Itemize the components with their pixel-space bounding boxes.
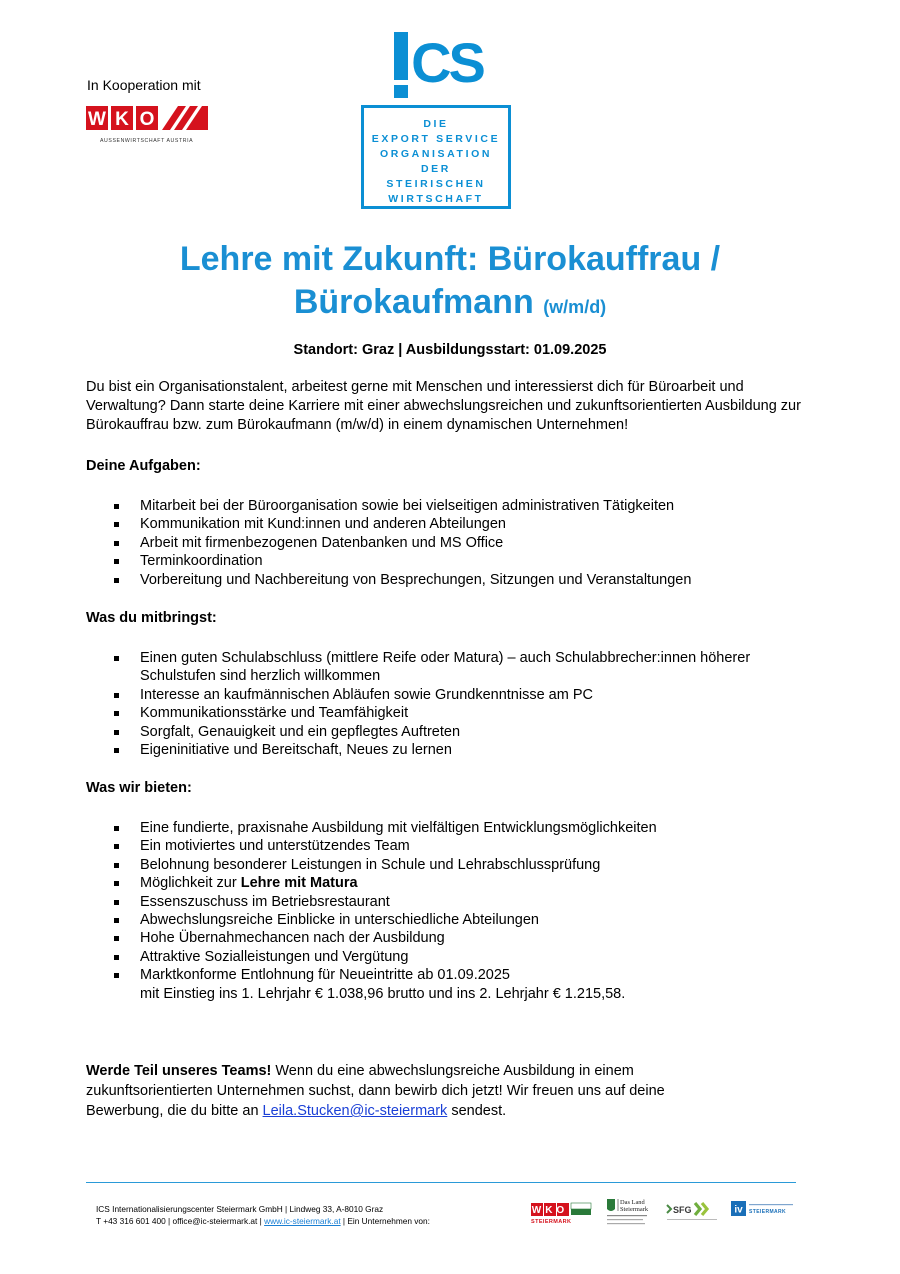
ics-tagline-line: WIRTSCHAFT	[388, 193, 484, 205]
svg-text:W: W	[88, 109, 106, 130]
ics-tagline-line: ORGANISATION	[379, 148, 493, 160]
matura-prefix: Möglichkeit zur	[140, 875, 241, 892]
list-item: Terminkoordination	[86, 552, 806, 570]
ics-tagline-line: DIE	[423, 118, 449, 130]
wko-logo-subtitle: AUSSENWIRTSCHAFT AUSTRIA	[100, 138, 194, 144]
footer-company-note: | Ein Unternehmen von:	[340, 1216, 430, 1226]
footer-contact-line	[96, 1215, 430, 1227]
list-item: Eine fundierte, praxisnahe Ausbildung mit vielfältigen Entwicklungsmöglichkeiten	[86, 819, 806, 837]
land-line-1: Das Land	[620, 1199, 645, 1206]
salary-line-2: mit Einstieg ins 1. Lehrjahr € 1.038,96 brutto und ins 2. Lehrjahr € 1.215,58.	[140, 985, 626, 1002]
footer-website-link[interactable]: www.ic-steiermark.at	[264, 1216, 341, 1226]
closing-text: Wenn du eine abwechslungsreiche Ausbildung in einem zukunftsorientierten Unternehmen suchst, dann bewirb dich jetzt! Wir freuen uns auf deine Bewerbung, die du bitte an	[86, 1063, 665, 1119]
footer-address: ICS Internationalisierungscenter Steiermark GmbH | Lindweg 33, A-8010 Graz	[96, 1204, 384, 1214]
title-suffix: (w/m/d)	[543, 297, 607, 317]
section-heading-offer: Was wir bieten:	[86, 780, 192, 796]
salary-line-1: Marktkonforme Entlohnung für Neueintritte ab 01.09.2025	[140, 967, 510, 984]
iv-text: iv	[734, 1204, 743, 1216]
title-main: Bürokaufmann	[293, 283, 534, 321]
list-item: Sorgfalt, Genauigkeit und ein gepflegtes Auftreten	[86, 723, 766, 741]
iv-steiermark-logo	[730, 1197, 796, 1221]
wko-steiermark-logo	[531, 1197, 593, 1227]
list-item: Arbeit mit firmenbezogenen Datenbanken und MS Office	[86, 534, 806, 552]
list-item: Eigeninitiative und Bereitschaft, Neues zu lernen	[86, 741, 766, 759]
page-title	[60, 238, 840, 329]
footer-phone-email: T +43 316 601 400 | office@ic-steiermark.at |	[96, 1216, 265, 1226]
closing-after: sendest.	[447, 1103, 507, 1119]
section-heading-tasks: Deine Aufgaben:	[86, 458, 201, 474]
svg-text:CS: CS	[411, 31, 483, 94]
sfg-text: SFG	[673, 1205, 692, 1215]
requirements-list	[86, 649, 766, 759]
ics-tagline-box	[361, 105, 511, 209]
list-item: Essenszuschuss im Betriebsrestaurant	[86, 893, 806, 911]
wko-steiermark-text: WKO	[531, 1205, 569, 1216]
ics-tagline-line: STEIRISCHEN	[386, 178, 486, 190]
wko-logo	[86, 106, 210, 146]
cooperation-label: In Kooperation mit	[87, 77, 201, 93]
title-line-1: Lehre mit Zukunft: Bürokauffrau /	[179, 240, 721, 278]
title-line-2	[60, 281, 840, 329]
footer-divider	[86, 1182, 796, 1183]
list-item	[86, 874, 806, 892]
ics-tagline-line: DER	[421, 163, 451, 175]
location-start-date: Standort: Graz | Ausbildungsstart: 01.09.2025	[293, 342, 607, 358]
list-item: Hohe Übernahmechancen nach der Ausbildung	[86, 929, 806, 947]
list-item: Abwechslungsreiche Einblicke in unterschiedliche Abteilungen	[86, 911, 806, 929]
svg-text:K: K	[115, 109, 129, 130]
section-heading-requirements: Was du mitbringst:	[86, 610, 217, 626]
list-item: Vorbereitung und Nachbereitung von Besprechungen, Sitzungen und Veranstaltungen	[86, 571, 806, 589]
ics-tagline-line: EXPORT SERVICE	[371, 133, 501, 145]
svg-text:O: O	[139, 109, 155, 130]
tasks-list	[86, 497, 806, 589]
land-line-2: Steiermark	[620, 1206, 649, 1213]
ics-logo	[392, 30, 488, 100]
closing-paragraph	[86, 1061, 726, 1121]
wko-steiermark-sub: STEIERMARK	[531, 1219, 572, 1225]
footer-contact	[96, 1203, 430, 1227]
list-item: Ein motiviertes und unterstützendes Team	[86, 837, 806, 855]
list-item: Belohnung besonderer Leistungen in Schule und Lehrabschlussprüfung	[86, 856, 806, 874]
intro-paragraph: Du bist ein Organisationstalent, arbeitest gerne mit Menschen und interessierst dich für Büroarbeit und Verwaltung? Dann starte deine Karriere mit einer abwechslungsreichen und zukunftsorientierten Ausbildung zur Bürokauffrau bzw. zum Bürokaufmann (m/w/d) in einem dynamischen Unternehmen!	[86, 379, 801, 433]
list-item	[86, 966, 806, 1003]
land-steiermark-logo	[605, 1197, 653, 1229]
list-item: Einen guten Schulabschluss (mittlere Reife oder Matura) – auch Schulabbrecher:innen höherer Schulstufen sind herzlich willkommen	[86, 649, 766, 686]
list-item: Mitarbeit bei der Büroorganisation sowie bei vielseitigen administrativen Tätigkeiten	[86, 497, 806, 515]
sfg-logo	[666, 1197, 721, 1225]
email-link[interactable]: Leila.Stucken@ic-steiermark	[262, 1103, 448, 1119]
closing-bold: Werde Teil unseres Teams!	[86, 1063, 272, 1079]
list-item: Attraktive Sozialleistungen und Vergütung	[86, 948, 806, 966]
list-item: Kommunikation mit Kund:innen und anderen Abteilungen	[86, 515, 806, 533]
iv-sub: STEIERMARK	[749, 1209, 787, 1215]
offer-list	[86, 819, 806, 1003]
matura-bold: Lehre mit Matura	[240, 875, 358, 892]
list-item: Interesse an kaufmännischen Abläufen sowie Grundkenntnisse am PC	[86, 686, 766, 704]
list-item: Kommunikationsstärke und Teamfähigkeit	[86, 704, 766, 722]
